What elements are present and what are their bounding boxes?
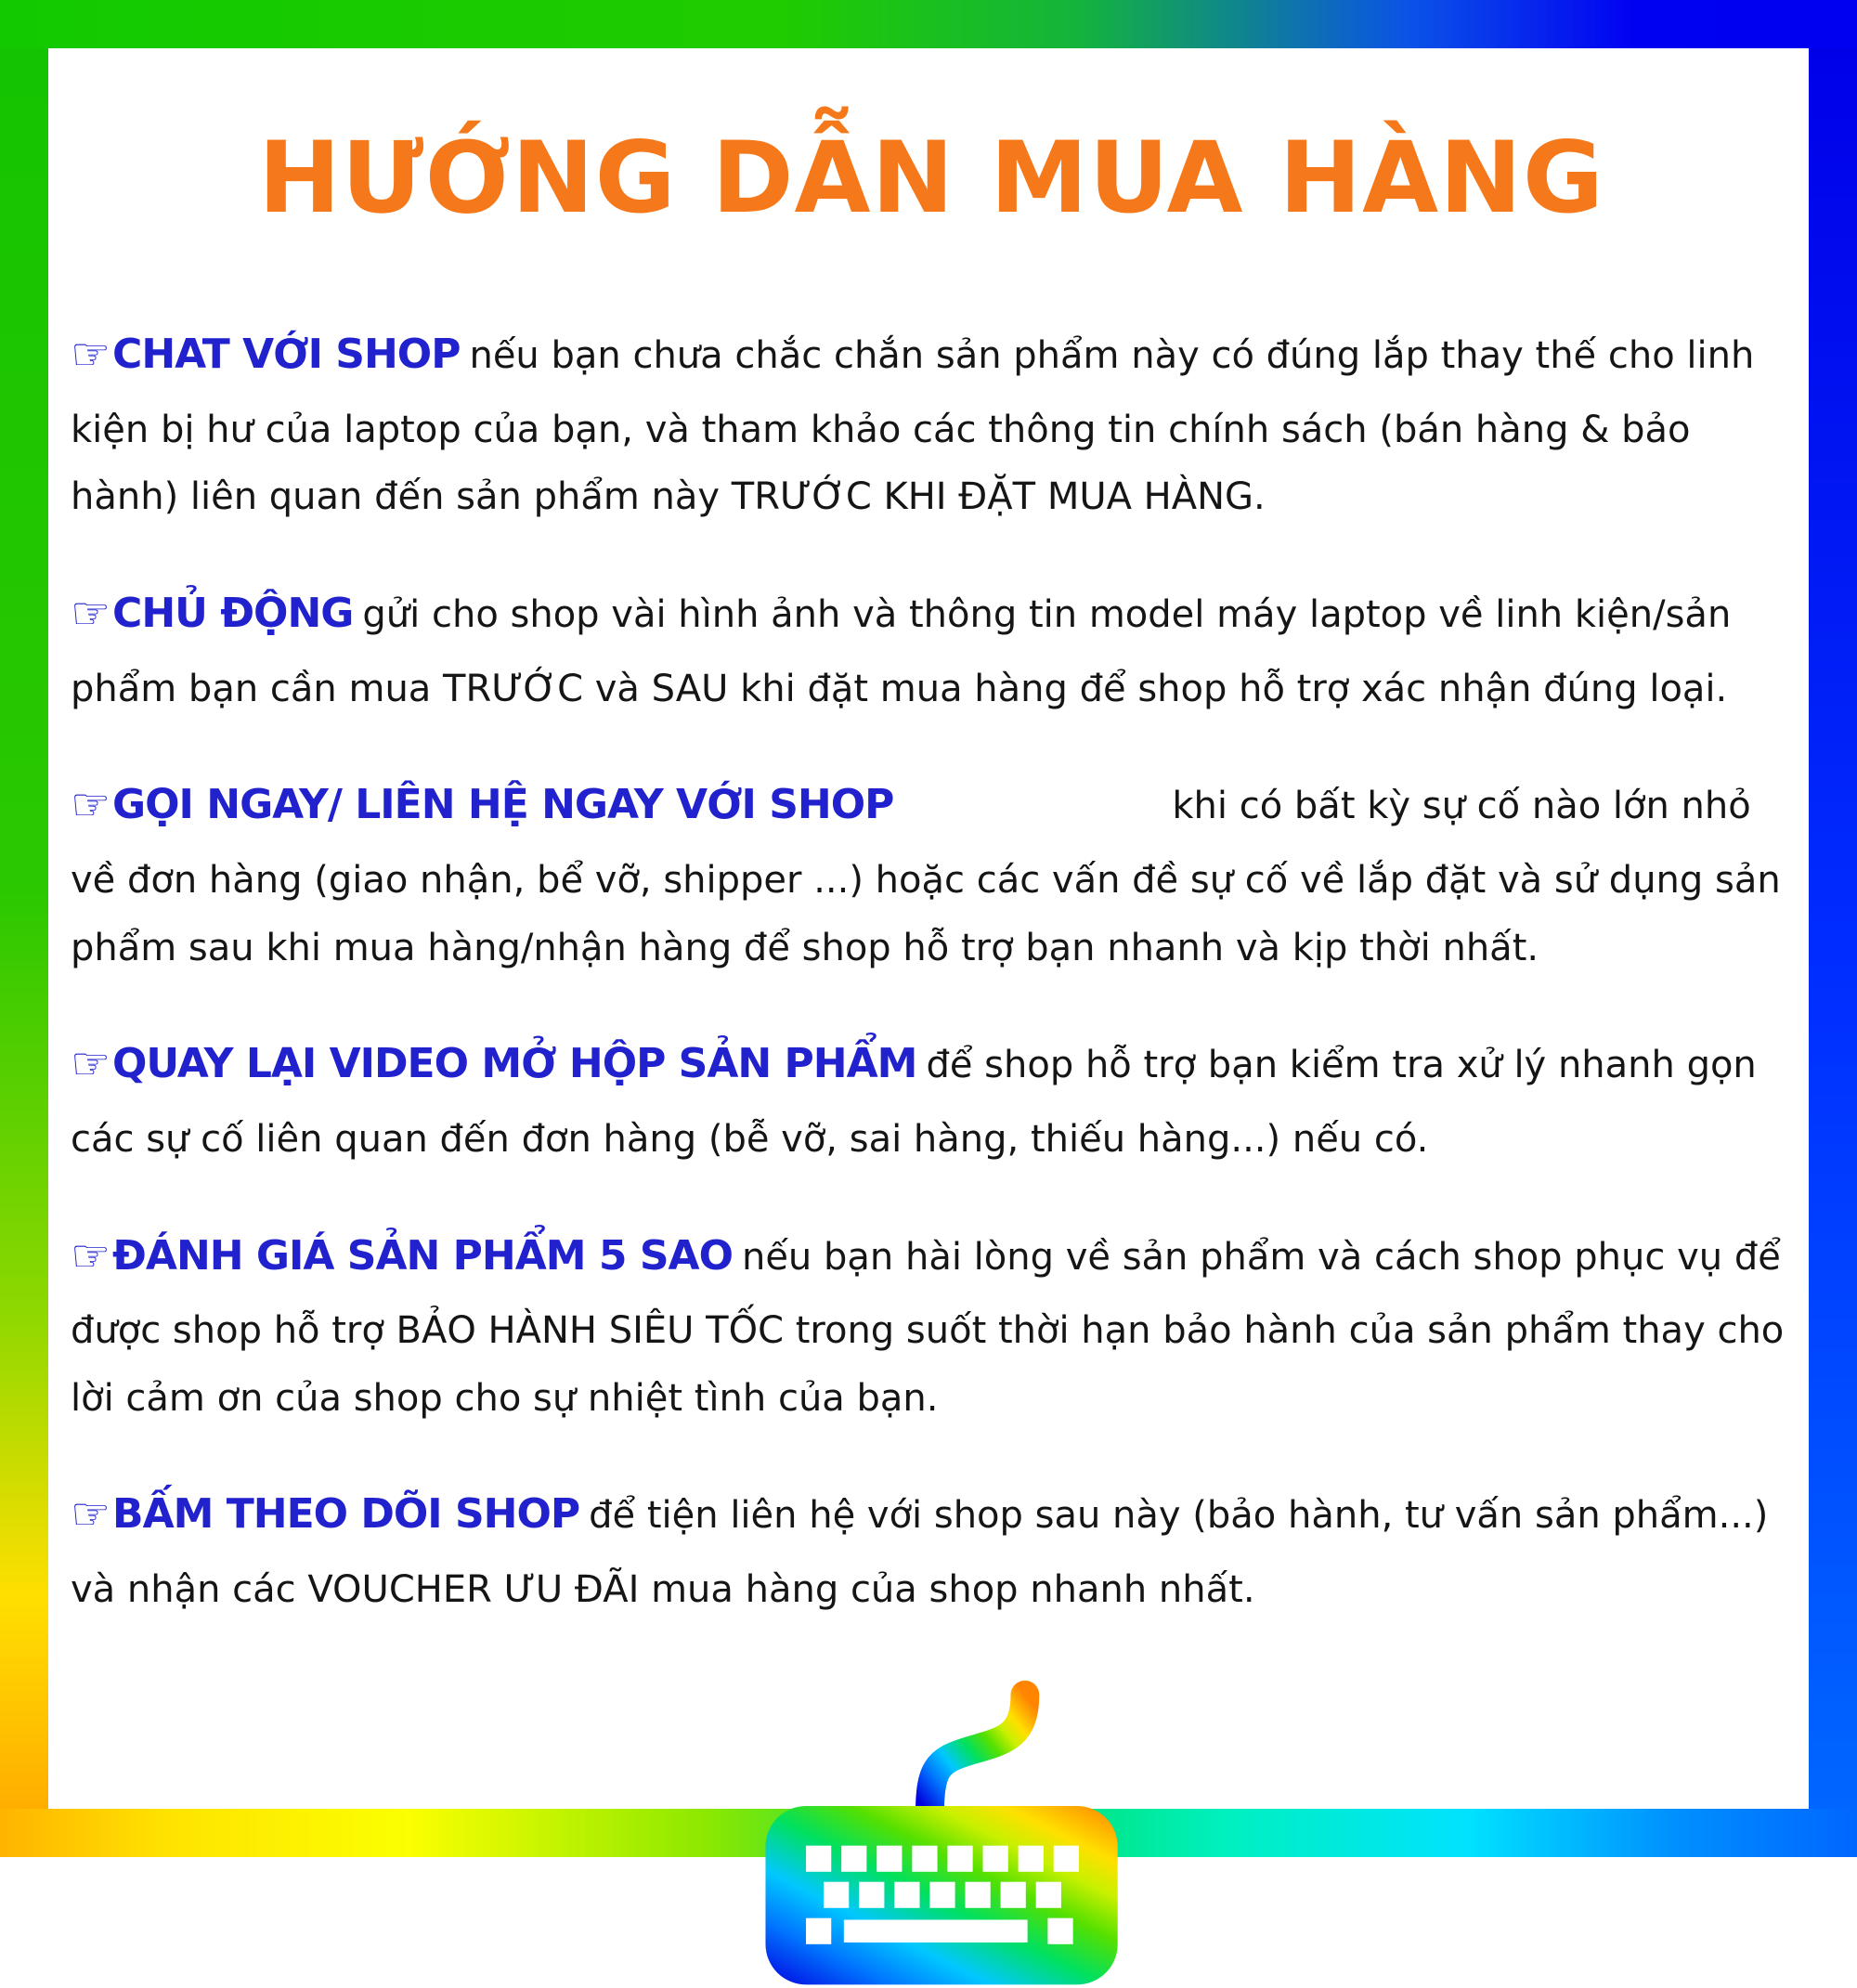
finger-pointing-right-icon: ☞ <box>71 779 111 832</box>
section-body: để shop hỗ trợ bạn kiểm tra xử lý nhanh gọn các sự cố liên quan đến đơn hàng (bễ vỡ, sai hàng, thiếu hàng...) nếu có. <box>71 1044 1757 1161</box>
section-heading: BẤM THEO DÕI SHOP <box>112 1490 580 1539</box>
section-body: để tiện liên hệ với shop sau này (bảo hành, tư vấn sản phẩm...) và nhận các VOUCHER ƯU ĐÃI mua hàng của shop nhanh nhất. <box>71 1494 1769 1611</box>
section-theo-doi <box>71 1475 1792 1623</box>
finger-pointing-right-icon: ☞ <box>71 1488 111 1541</box>
frame-border-right <box>1809 48 1857 1809</box>
section-body: nếu bạn hài lòng về sản phẩm và cách shop phục vụ để được shop hỗ trợ BẢO HÀNH SIÊU TỐC trong suốt thời hạn bảo hành của sản phẩm thay cho lời cảm ơn của shop cho sự nhiệt tình của bạn. <box>71 1235 1785 1420</box>
section-goi-ngay <box>71 765 1792 981</box>
section-quay-video <box>71 1024 1792 1173</box>
section-heading: CHỦ ĐỘNG <box>112 590 354 638</box>
section-body: gửi cho shop vài hình ảnh và thông tin model máy laptop về linh kiện/sản phẩm bạn cần mua TRƯỚC và SAU khi đặt mua hàng để shop hỗ trợ xác nhận đúng loại. <box>71 593 1732 710</box>
finger-pointing-right-icon: ☞ <box>71 329 111 382</box>
section-body: nếu bạn chưa chắc chắn sản phẩm này có đúng lắp thay thế cho linh kiện bị hư của laptop của bạn, và tham khảo các thông tin chính sách (bán hàng & bảo hành) liên quan đến sản phẩm này TRƯỚC KHI ĐẶT MUA HÀNG. <box>71 334 1755 519</box>
frame-border-left <box>0 48 48 1809</box>
section-chu-dong <box>71 574 1792 722</box>
section-danh-gia <box>71 1216 1792 1433</box>
section-chat-voi-shop <box>71 315 1792 531</box>
section-heading: QUAY LẠI VIDEO MỞ HỘP SẢN PHẨM <box>112 1040 917 1088</box>
finger-pointing-right-icon: ☞ <box>71 1229 111 1282</box>
section-heading: GỌI NGAY/ LIÊN HỆ NGAY VỚI SHOP <box>112 781 894 829</box>
section-body: khi có bất kỳ sự cố nào lớn nhỏ về đơn hàng (giao nhận, bể vỡ, shipper ...) hoặc các vấn đề sự cố về lắp đặt và sử dụng sản phẩm sau khi mua hàng/nhận hàng để shop hỗ trợ bạn nhanh và kịp thời nhất. <box>71 785 1781 969</box>
finger-pointing-right-icon: ☞ <box>71 1038 111 1091</box>
rainbow-keyboard-icon <box>740 1661 1145 1988</box>
finger-pointing-right-icon: ☞ <box>71 588 111 641</box>
instruction-page <box>48 48 1809 1809</box>
section-heading: CHAT VỚI SHOP <box>112 331 461 379</box>
section-heading: ĐÁNH GIÁ SẢN PHẨM 5 SAO <box>112 1231 733 1280</box>
page-title: HƯỚNG DẪN MUA HÀNG <box>258 121 1604 235</box>
frame-border-top <box>0 0 1857 48</box>
